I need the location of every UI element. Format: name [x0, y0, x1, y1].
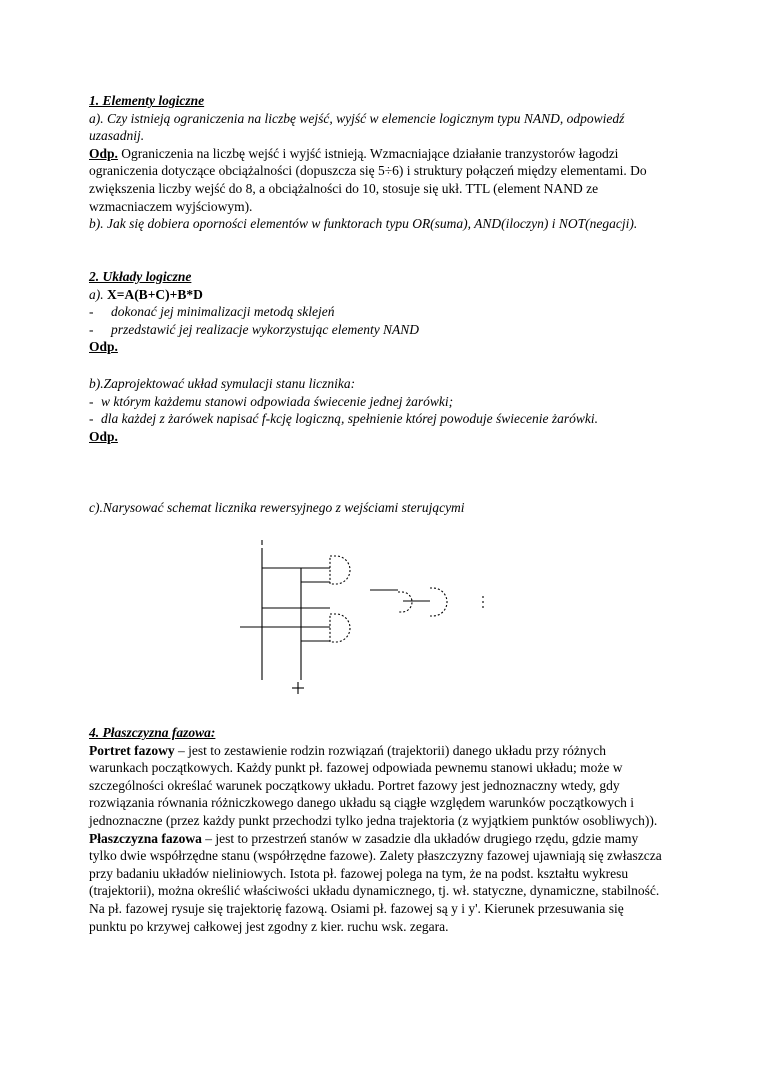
nand-gate-3 [398, 592, 412, 612]
odp-label-2b: Odp. [89, 428, 118, 444]
plaszczyzna-label: Płaszczyzna fazowa [89, 830, 202, 846]
bullet-2b-2: - dla każdej z żarówek napisać f-kcję logiczną, spełnienie której powoduje świecenie żarówki. [89, 411, 599, 427]
answer-1a-text: Ograniczenia na liczbę wejść i wyjść istnieją. Wzmacniające działanie tranzystorów łagodzi ograniczenia dotyczące obciążalności (dopuszcza się 5÷6) i struktury połączeń między elementami. Do zwiększenia liczby wejść do 8, a obciążalności do 10, stosuje się ukł. TTL (element NAND ze wzmacniaczem wyjściowym). [89, 145, 647, 214]
question-1b: b). Jak się dobiera oporności elementów w funktorach typu OR(suma), AND(iloczyn) i NOT(negacji). [89, 216, 638, 232]
odp-label-2a: Odp. [89, 339, 118, 355]
section-2-heading: 2. Układy logiczne [89, 269, 192, 284]
logic-formula: X=A(B+C)+B*D [107, 286, 203, 302]
bullet-2a-2: - przedstawić jej realizacje wykorzystując elementy NAND [89, 321, 420, 337]
nand-gate-1 [330, 556, 350, 584]
plaszczyzna-paragraph [89, 830, 664, 936]
question-2b: b).Zaprojektować układ symulacji stanu licznika: [89, 376, 356, 391]
question-2a [89, 286, 649, 304]
plaszczyzna-text: – jest to przestrzeń stanów w zasadzie dla układów drugiego rzędu, gdzie mamy tylko dwie współrzędne stanu (współrzędne fazowe). Zalety płaszczyzny fazowej ujawniają się zwłaszcza przy badaniu układów nieliniowych. Istota pł. fazowej polega na tym, że na podst. kształtu wykresu (trajektorii), można określić właściwości układu dynamicznego, tj. wł. statyczne, dynamiczne, stabilność. Na pł. fazowej rysuje się trajektorię fazową. Osiami pł. fazowej są y i y'. Kierunek przesuwania się punktu po krzywej całkowej jest zgodny z kier. ruchu wsk. zegara. [89, 830, 662, 934]
answer-1a [89, 145, 649, 215]
section-4-heading: 4. Płaszczyzna fazowa: [89, 725, 216, 740]
section-1 [89, 92, 649, 233]
portret-text: – jest to zestawienie rodzin rozwiązań (trajektorii) danego układu przy różnych warunkach początkowych. Każdy punkt pł. fazowej odpowiada pewnemu stanowi układu; może w szczególności określać warunek początkowy układu. Portret fazowy jest jednoznaczny wtedy, gdy rozwiązania równania różniczkowego danego układu są ciągłe względem warunków początkowych i jednoznaczne (przez każdy punkt przechodzi tylko jedna trajektoria (z wyjątkiem punktów osobliwych)). [89, 742, 658, 828]
bullet-2b-1: - w którym każdemu stanowi odpowiada świecenie jednej żarówki; [89, 393, 454, 409]
question-2c: c).Narysować schemat licznika rewersyjnego z wejściami sterującymi [89, 500, 465, 515]
question-2a-prefix: a). [89, 286, 107, 302]
portret-paragraph [89, 742, 664, 830]
nand-gate-4 [430, 588, 447, 616]
question-2b-block [89, 375, 649, 445]
question-1a: a). Czy istnieją ograniczenia na liczbę wejść, wyjść w elemencie logicznym typu NAND, odpowiedź uzasadnij. [89, 110, 625, 144]
bullet-2a-1: - dokonać jej minimalizacji metodą sklejeń [89, 304, 335, 320]
section-2 [89, 268, 649, 356]
question-2c-block [89, 499, 649, 517]
section-1-heading: 1. Elementy logiczne [89, 93, 205, 108]
section-4 [89, 724, 664, 935]
odp-label: Odp. [89, 145, 118, 161]
nand-gate-2 [330, 614, 350, 642]
portret-label: Portret fazowy [89, 742, 175, 758]
